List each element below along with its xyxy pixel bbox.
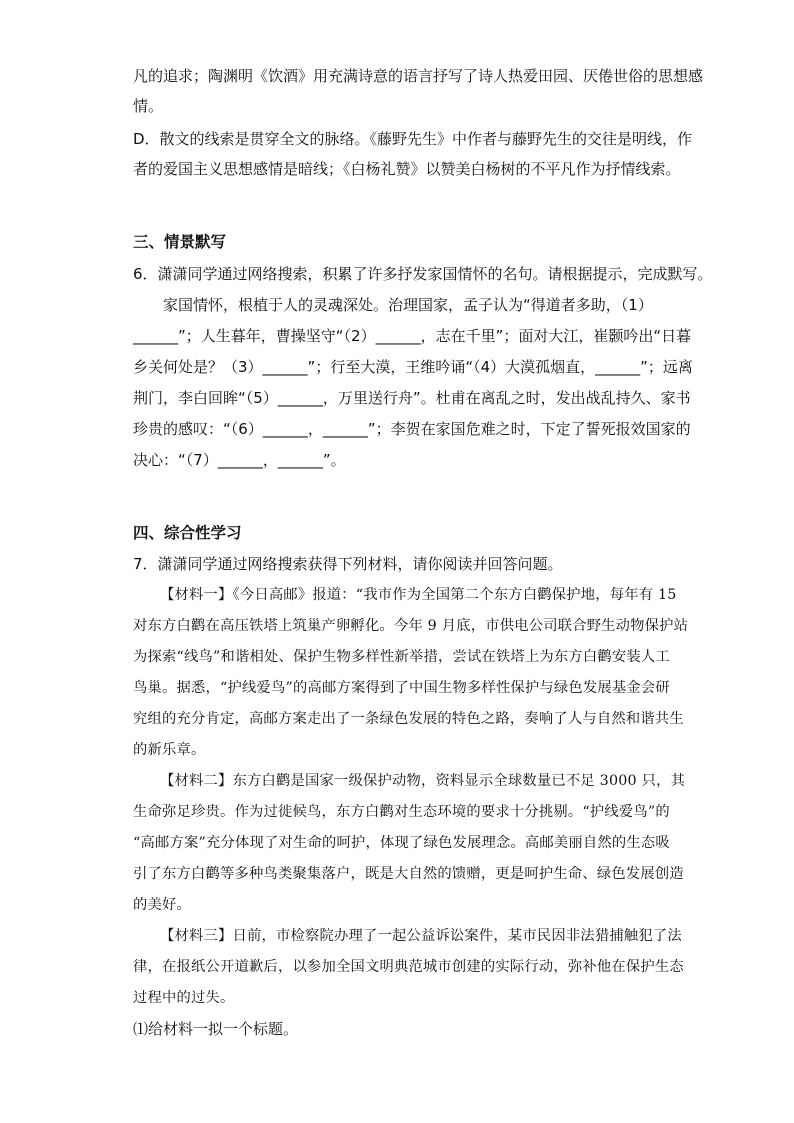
material-3-line-1: 【材料三】日前，市检察院办理了一起公益诉讼案件，某市民因非法猎捕触犯了法 <box>160 928 682 944</box>
section-3-heading: 三、情景默写 <box>133 233 227 251</box>
material-1-line-4: 鸟巢。据悉，“护线爱鸟”的高邮方案得到了中国生物多样性保护与绿色发展基金会研 <box>133 680 670 696</box>
material-1-line-5: 究组的充分肯定，高邮方案走出了一条绿色发展的特色之路，奏响了人与自然和谐共生 <box>133 711 684 727</box>
dictation-line-4: 荆门，李白回眸“（5）______，万里送行舟”。杜甫在离乱之时，发出战乱持久、家书 <box>133 389 691 407</box>
sub-question-1: ⑴给材料一拟一个标题。 <box>133 1020 299 1038</box>
material-2-line-4: 引了东方白鹳等多种鸟类聚集落户，既是大自然的馈赠，更是呵护生命、绿色发展创造 <box>133 866 684 882</box>
question-7: 7．潇潇同学通过网络搜索获得下列材料，请你阅读并回答问题。 <box>133 555 563 573</box>
material-2-line-2: 生命弥足珍贵。作为过徙候鸟，东方白鹳对生态环境的要求十分挑剔。“护线爱鸟”的 <box>133 804 670 820</box>
dictation-line-5: 珍贵的感叹：“（6）______，______”；李贺在家国危难之时，下定了誓死报效国家的 <box>133 420 691 438</box>
option-d-line-1: D．散文的线索是贯穿全文的脉络。《藤野先生》中作者与藤野先生的交往是明线，作 <box>133 130 693 148</box>
material-2-line-5: 的美好。 <box>133 897 191 913</box>
section-4-heading: 四、综合性学习 <box>133 524 242 542</box>
dictation-line-1: 家国情怀，根植于人的灵魂深处。治理国家，孟子认为“得道者多助，（1） <box>163 296 653 314</box>
dictation-line-3: 乡关何处是？（3）______”；行至大漠，王维吟诵“（4）大漠孤烟直，______”；远离 <box>133 358 693 376</box>
material-1-line-1: 【材料一】《今日高邮》报道：“我市作为全国第二个东方白鹳保护地，每年有 15 <box>160 587 677 603</box>
material-1-line-2: 对东方白鹳在高压铁塔上筑巢产卵孵化。今年 9 月底，市供电公司联合野生动物保护站 <box>133 618 689 634</box>
material-1-line-3: 为探索“线鸟”和谐相处、保护生物多样性新举措，尝试在铁塔上为东方白鹳安装人工 <box>133 649 670 665</box>
material-3-line-2: 律，在报纸公开道歉后，以参加全国文明典范城市创建的实际行动，弥补他在保护生态 <box>133 959 684 975</box>
option-d-line-2: 者的爱国主义思想感情是暗线；《白杨礼赞》以赞美白杨树的不平凡作为抒情线索。 <box>133 160 681 178</box>
dictation-line-2: ______”；人生暮年，曹操坚守“（2）______，志在千里”；面对大江，崔颢吟出“日暮 <box>133 327 692 345</box>
material-2-line-3: “高邮方案”充分体现了对生命的呵护，体现了绿色发展理念。高邮美丽自然的生态吸 <box>133 835 670 851</box>
option-c-line-1: 凡的追求；陶渊明《饮酒》用充满诗意的语言抒写了诗人热爱田园、厌倦世俗的思想感 <box>133 67 704 85</box>
question-6: 6．潇潇同学通过网络搜索，积累了许多抒发家国情怀的名句。请根据提示，完成默写。 <box>133 265 713 283</box>
material-1-line-6: 的新乐章。 <box>133 742 206 758</box>
material-2-line-1: 【材料二】东方白鹳是国家一级保护动物，资料显示全球数量已不足 3000 只，其 <box>160 773 686 789</box>
material-3-line-3: 过程中的过失。 <box>133 990 235 1006</box>
dictation-line-6: 决心：“（7）______，______”。 <box>133 451 346 469</box>
option-c-line-2: 情。 <box>133 97 164 115</box>
